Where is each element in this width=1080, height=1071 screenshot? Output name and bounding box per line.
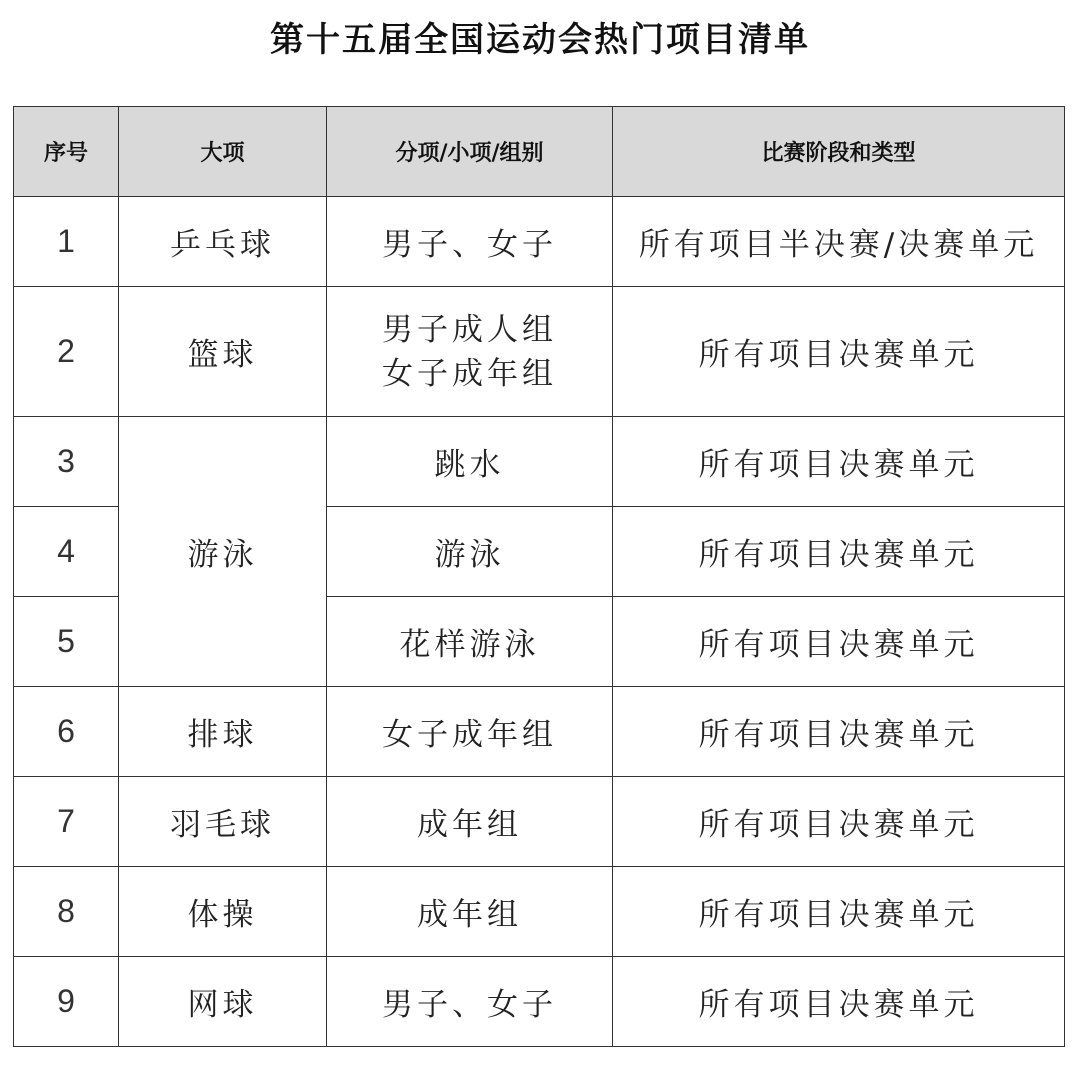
row-number: 3: [14, 417, 119, 507]
sport-cell: 体操: [119, 867, 327, 957]
subcategory-cell: 游泳: [327, 507, 613, 597]
stage-cell: 所有项目决赛单元: [613, 957, 1065, 1047]
table-header-row: [14, 107, 1065, 197]
sport-cell: 网球: [119, 957, 327, 1047]
row-number: 1: [14, 197, 119, 287]
stage-cell: 所有项目决赛单元: [613, 597, 1065, 687]
table-row: [14, 777, 1065, 867]
page-title: 第十五届全国运动会热门项目清单: [270, 20, 810, 60]
sport-cell: 排球: [119, 687, 327, 777]
table-row: [14, 957, 1065, 1047]
stage-cell: 所有项目决赛单元: [613, 417, 1065, 507]
header-cell-subcategory: 分项/小项/组别: [327, 107, 613, 197]
subcategory-cell: 男子、女子: [327, 957, 613, 1047]
stage-cell: 所有项目半决赛/决赛单元: [613, 197, 1065, 287]
subcategory-cell: 女子成年组: [327, 687, 613, 777]
table-row: [14, 197, 1065, 287]
stage-cell: 所有项目决赛单元: [613, 287, 1065, 417]
row-number: 6: [14, 687, 119, 777]
row-number: 7: [14, 777, 119, 867]
table-row: [14, 687, 1065, 777]
row-number: 9: [14, 957, 119, 1047]
subcategory-cell: 花样游泳: [327, 597, 613, 687]
events-table: [13, 106, 1065, 1047]
stage-cell: 所有项目决赛单元: [613, 687, 1065, 777]
stage-cell: 所有项目决赛单元: [613, 777, 1065, 867]
header-cell-stage: 比赛阶段和类型: [613, 107, 1065, 197]
stage-cell: 所有项目决赛单元: [613, 867, 1065, 957]
subcategory-cell: 成年组: [327, 867, 613, 957]
table-row: [14, 287, 1065, 417]
subcategory-line: 女子成年组: [382, 355, 557, 392]
row-number: 2: [14, 287, 119, 417]
sport-cell: 乒乓球: [119, 197, 327, 287]
sport-cell: 篮球: [119, 287, 327, 417]
row-number: 5: [14, 597, 119, 687]
header-cell-index: 序号: [14, 107, 119, 197]
sport-cell: 羽毛球: [119, 777, 327, 867]
sport-cell: 游泳: [119, 417, 327, 687]
subcategory-cell: 男子、女子: [327, 197, 613, 287]
table-row: [14, 417, 1065, 507]
subcategory-cell: 跳水: [327, 417, 613, 507]
stage-cell: 所有项目决赛单元: [613, 507, 1065, 597]
subcategory-line: 男子成人组: [382, 311, 557, 348]
table-row: [14, 867, 1065, 957]
row-number: 4: [14, 507, 119, 597]
subcategory-cell: [327, 287, 613, 417]
row-number: 8: [14, 867, 119, 957]
subcategory-cell: 成年组: [327, 777, 613, 867]
header-cell-sport: 大项: [119, 107, 327, 197]
